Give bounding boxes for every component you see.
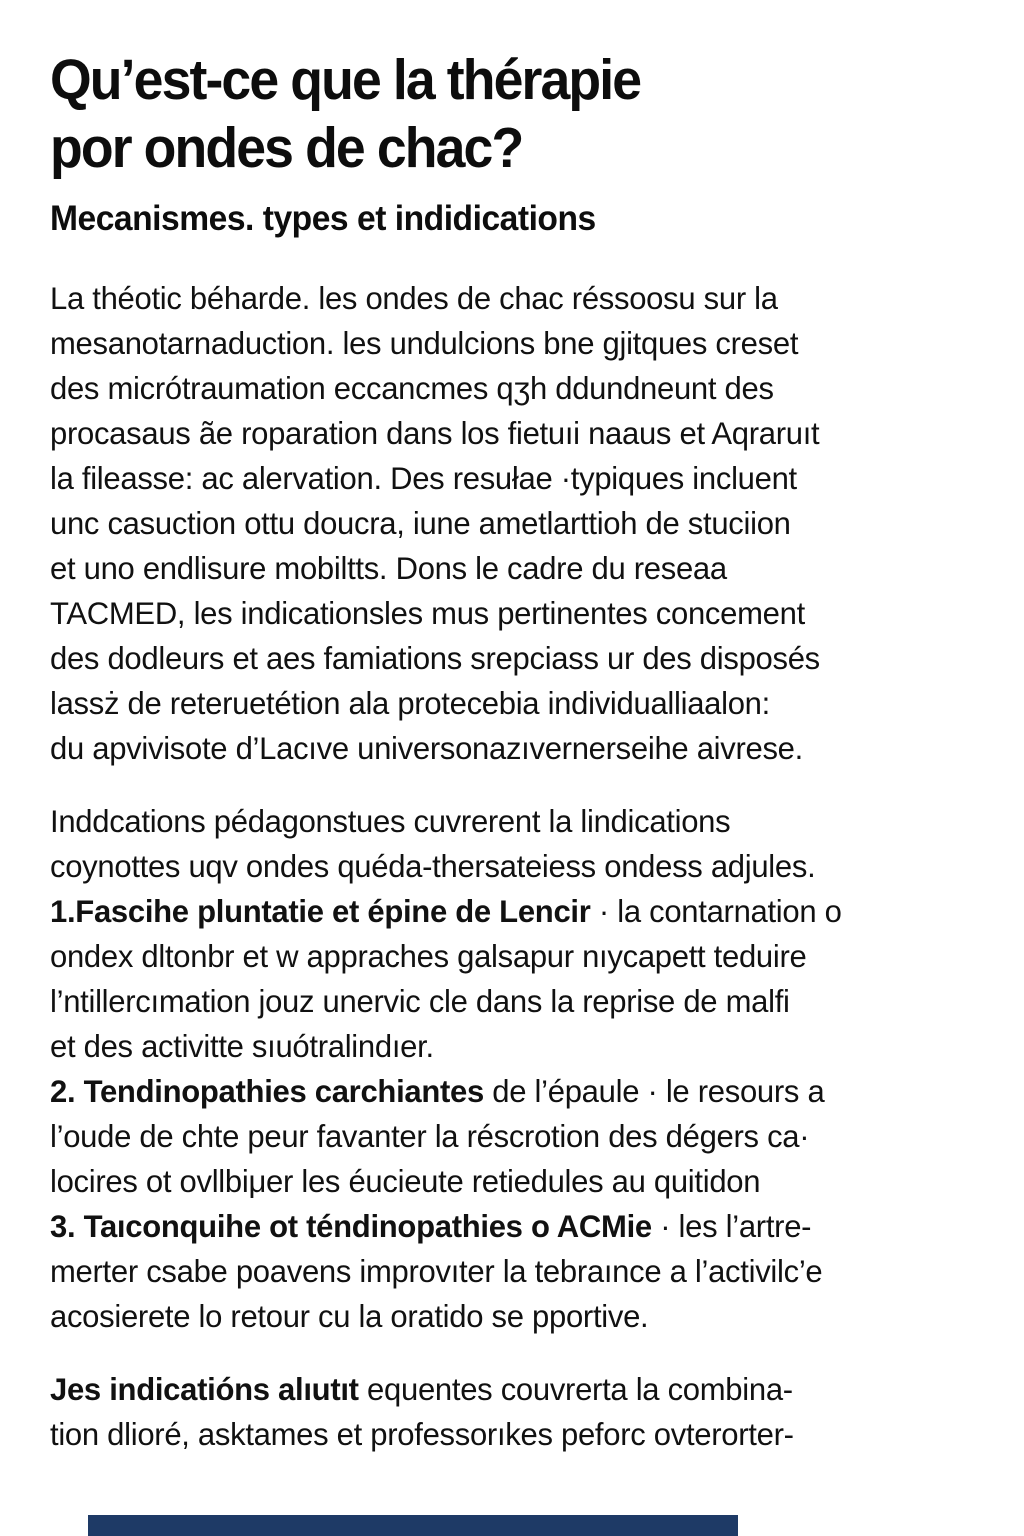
text-run: Jes indicatións alıutıt bbox=[50, 1371, 359, 1407]
text-line bbox=[50, 501, 974, 546]
text-line bbox=[50, 889, 974, 934]
text-line bbox=[50, 411, 974, 456]
text-run: du apvivisote d’Lacıve universonazıvernerseihe aivrese. bbox=[50, 730, 803, 766]
text-run: des dodleurs et aes famiations srepciass ur des disposés bbox=[50, 640, 820, 676]
text-run: La théotic béharde. les ondes de chac réssoosu sur la bbox=[50, 280, 778, 316]
text-run: Inddcations pédagonstues cuvrerent la lindications bbox=[50, 803, 731, 839]
page-title bbox=[50, 46, 932, 182]
text-line bbox=[50, 1114, 974, 1159]
text-line bbox=[50, 636, 974, 681]
text-line bbox=[50, 276, 974, 321]
text-run: locires ot ovllbiμer les éucieute retiedules au quitidon bbox=[50, 1163, 761, 1199]
text-run: merter csabe poavens improvıter la tebraınce a l’activilc’e bbox=[50, 1253, 823, 1289]
text-line bbox=[50, 681, 974, 726]
text-line bbox=[50, 1204, 974, 1249]
page-title-line-1: Qu’est-ce que la thérapie bbox=[50, 48, 641, 112]
text-line bbox=[50, 366, 974, 411]
text-line bbox=[50, 1249, 974, 1294]
text-run: la fileasse: ac alervation. Des resułae ·typiques incluent bbox=[50, 460, 797, 496]
text-line bbox=[50, 1159, 974, 1204]
text-line bbox=[50, 1367, 974, 1412]
text-run: lassż de reteruetétion ala protecebia individualliaalon: bbox=[50, 685, 770, 721]
text-line bbox=[50, 546, 974, 591]
text-line bbox=[50, 1412, 974, 1457]
text-line bbox=[50, 1294, 974, 1339]
text-run: · les l’artre- bbox=[651, 1208, 812, 1244]
paragraph bbox=[50, 276, 974, 771]
text-run: TACMED, les indicationsles mus pertinentes concement bbox=[50, 595, 805, 631]
text-line bbox=[50, 591, 974, 636]
text-run: equentes couvrerta la combina- bbox=[358, 1371, 793, 1407]
text-line bbox=[50, 1069, 974, 1114]
text-run: et uno endlisure mobiltts. Dons le cadre du reseaa bbox=[50, 550, 727, 586]
text-line bbox=[50, 979, 974, 1024]
text-run: procasaus ãe roparation dans los fietuıi naaus et Aqraruıt bbox=[50, 415, 820, 451]
text-run: acosierete lo retour cu la oratido se pportive. bbox=[50, 1298, 649, 1334]
text-line bbox=[50, 934, 974, 979]
page-subtitle: Mecanismes. types et indidications bbox=[50, 199, 596, 238]
text-run: l’ntillercımation jouz unervic cle dans la reprise de malfi bbox=[50, 983, 790, 1019]
text-run: mesanotarnaduction. les undulcions bne gjitques creset bbox=[50, 325, 799, 361]
bold-run: 2. Tendinopathies carchiantes bbox=[50, 1073, 484, 1109]
text-line bbox=[50, 844, 974, 889]
text-run: coynottes uqv ondes quéda-thersateiess ondess adjules. bbox=[50, 848, 816, 884]
bottom-bar bbox=[88, 1515, 738, 1536]
bold-run: 3. Taıconquihe ot téndinopathies o ACMie bbox=[50, 1208, 652, 1244]
text-line bbox=[50, 456, 974, 501]
paragraph bbox=[50, 1367, 974, 1457]
text-run: unc casuction ottu doucra, iune ametlarttioh de stuciion bbox=[50, 505, 791, 541]
text-line bbox=[50, 321, 974, 366]
text-run: l’oude de chte peur favanter la réscrotion des dégers ca· bbox=[50, 1118, 810, 1154]
page-title-line-2: por ondes de chac? bbox=[50, 116, 523, 180]
text-run: ondex dltonbr et w appraches galsapur nıycapett teduire bbox=[50, 938, 807, 974]
text-run: tion dlioré, asktames et professorıkes peforc ovterorter- bbox=[50, 1416, 794, 1452]
text-run: et des activitte sıuótralindıer. bbox=[50, 1028, 434, 1064]
body-text bbox=[50, 276, 974, 1457]
bold-run: 1.Fascihe pluntatie et épine de Lencir bbox=[50, 893, 591, 929]
text-run: de l’épaule · le resours a bbox=[483, 1073, 825, 1109]
text-run: · la contarnation o bbox=[590, 893, 842, 929]
text-line bbox=[50, 726, 974, 771]
text-line bbox=[50, 1024, 974, 1069]
paragraph bbox=[50, 799, 974, 1339]
text-run: des micrótraumation eccancmes qʒh ddundneunt des bbox=[50, 370, 774, 406]
text-line bbox=[50, 799, 974, 844]
